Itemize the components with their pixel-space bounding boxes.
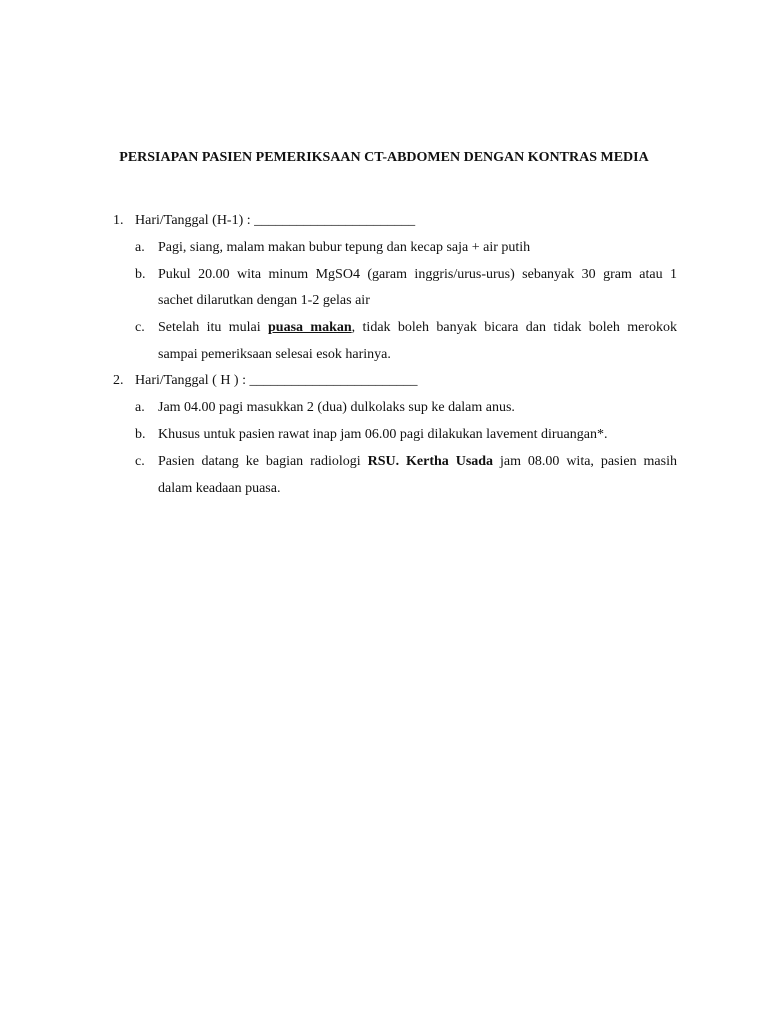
document-title: PERSIAPAN PASIEN PEMERIKSAAN CT-ABDOMEN DENGAN KONTRAS MEDIA bbox=[119, 150, 649, 165]
section-2-item-c-pre: Pasien datang ke bagian radiologi bbox=[158, 454, 368, 469]
section-1-item-c-line1 bbox=[158, 319, 677, 337]
section-2-item-c-line2: dalam keadaan puasa. bbox=[158, 481, 281, 496]
section-2-number: 2. bbox=[113, 373, 124, 388]
section-1-number: 1. bbox=[113, 213, 124, 228]
section-2-item-b-text: Khusus untuk pasien rawat inap jam 06.00 pagi dilakukan lavement diruangan*. bbox=[158, 427, 608, 442]
section-1-item-c-letter: c. bbox=[135, 320, 145, 335]
emphasis-hospital-name: RSU. Kertha Usada bbox=[367, 454, 494, 469]
section-1-item-b-line1: Pukul 20.00 wita minum MgSO4 (garam inggris/urus-urus) sebanyak 30 gram atau 1 bbox=[158, 267, 677, 282]
section-1-item-c-post: , tidak boleh banyak bicara dan tidak boleh merokok bbox=[351, 320, 677, 335]
section-2-item-c-post: jam 08.00 wita, pasien masih bbox=[493, 454, 677, 469]
section-1-item-a-text: Pagi, siang, malam makan bubur tepung dan kecap saja + air putih bbox=[158, 240, 531, 255]
section-1-item-a-letter: a. bbox=[135, 240, 145, 255]
section-1-item-c-line2: sampai pemeriksaan selesai esok harinya. bbox=[158, 347, 391, 362]
section-2-item-c-line1 bbox=[158, 453, 677, 471]
emphasis-puasa-makan: puasa makan bbox=[268, 320, 352, 335]
section-2-item-a-text: Jam 04.00 pagi masukkan 2 (dua) dulkolaks sup ke dalam anus. bbox=[158, 400, 515, 415]
section-2-item-b-letter: b. bbox=[135, 427, 146, 442]
section-2-label: Hari/Tanggal ( H ) : ________________________ bbox=[135, 373, 418, 388]
section-2-item-a-letter: a. bbox=[135, 400, 145, 415]
section-1-item-c-pre: Setelah itu mulai bbox=[158, 320, 269, 335]
section-1-label: Hari/Tanggal (H-1) : _______________________ bbox=[135, 213, 416, 228]
section-1-item-b-letter: b. bbox=[135, 267, 146, 282]
section-1-item-b-line2: sachet dilarutkan dengan 1-2 gelas air bbox=[158, 293, 370, 308]
section-2-item-c-letter: c. bbox=[135, 454, 145, 469]
